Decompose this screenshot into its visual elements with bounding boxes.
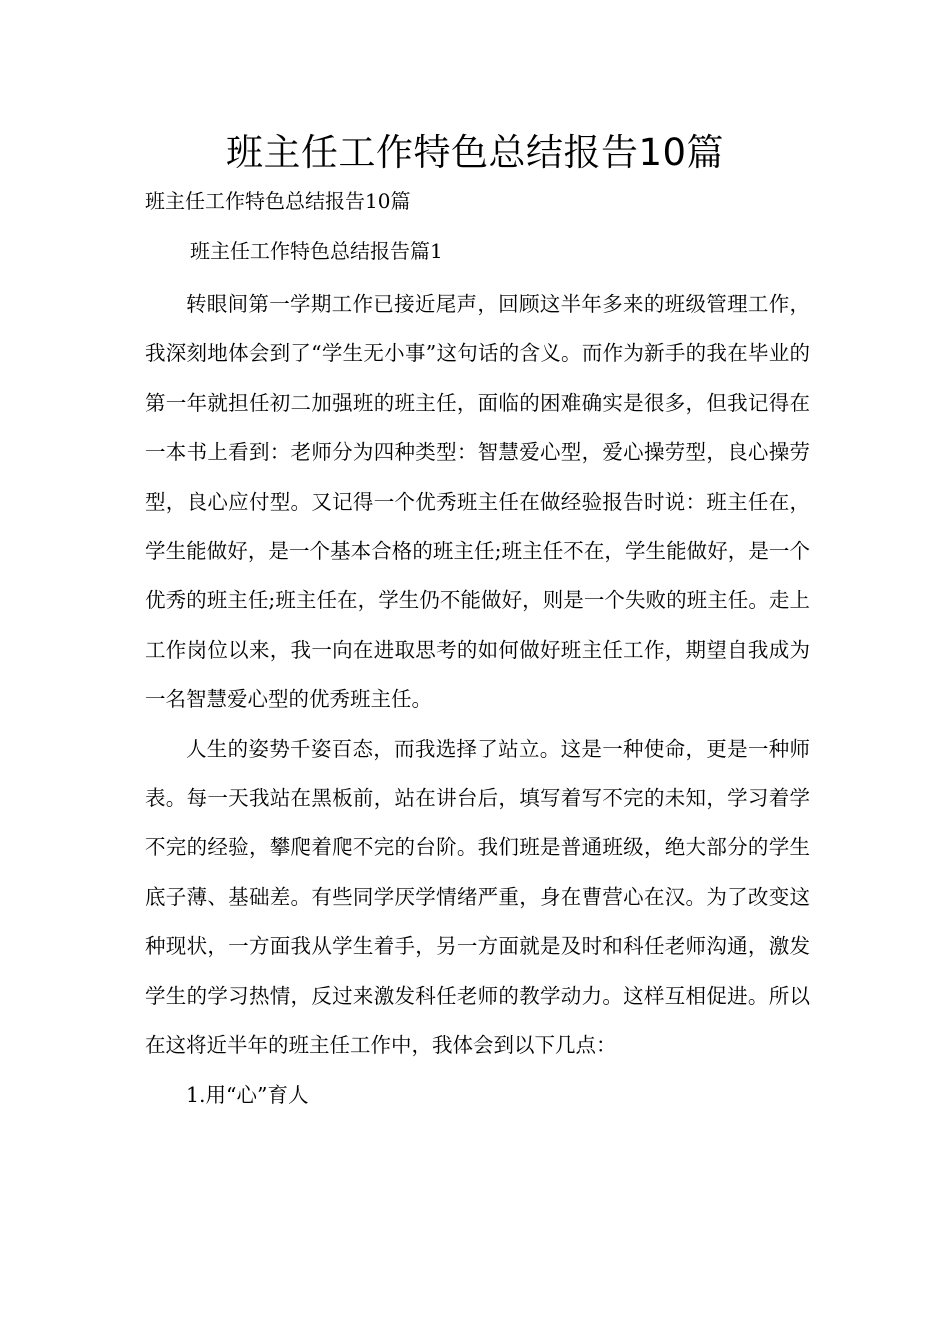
document-subtitle: 班主任工作特色总结报告10篇 (145, 189, 411, 213)
section-heading: 班主任工作特色总结报告篇1 (190, 239, 443, 263)
document-title: 班主任工作特色总结报告10篇 (225, 131, 725, 174)
list-item-1: 1.用“心”育人 (186, 1082, 309, 1107)
paragraph-2: 人生的姿势千姿百态，而我选择了站立。这是一种使命，更是一种师表。每一天我站在黑板前，站在讲台后，填写着写不完的未知，学习着学不完的经验，攀爬着爬不完的台阶。我们班是普通班级，绝大部分的学生底子薄、基础差。有些同学厌学情绪严重，身在曹营心在汉。为了改变这种现状，一方面我从学生着手，另一方面就是及时和科任老师沟通，激发学生的学习热情，反过来激发科任老师的教学动力。这样互相促进。所以在这将近半年的班主任工作中，我体会到以下几点： (145, 736, 810, 1058)
paragraph-1: 转眼间第一学期工作已接近尾声，回顾这半年多来的班级管理工作，我深刻地体会到了“学生无小事”这句话的含义。而作为新手的我在毕业的第一年就担任初二加强班的班主任，面临的困难确实是很多，但我记得在一本书上看到：老师分为四种类型：智慧爱心型，爱心操劳型，良心操劳型，良心应付型。又记得一个优秀班主任在做经验报告时说：班主任在，学生能做好，是一个基本合格的班主任;班主任不在，学生能做好，是一个优秀的班主任;班主任在，学生仍不能做好，则是一个失败的班主任。走上工作岗位以来，我一向在进取思考的如何做好班主任工作，期望自我成为一名智慧爱心型的优秀班主任。 (145, 292, 810, 712)
document-body (145, 280, 810, 1120)
